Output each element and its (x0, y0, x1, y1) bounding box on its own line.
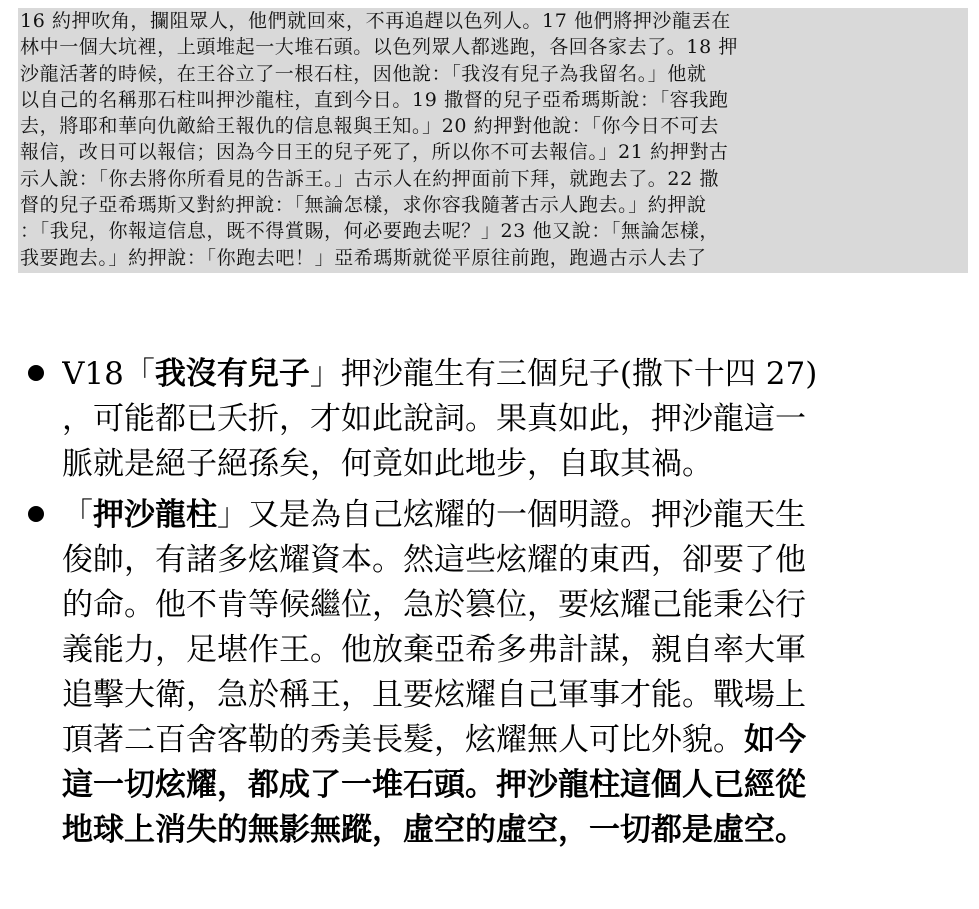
scripture-line: 去，將耶和華向仇敵給王報仇的信息報與王知。」20 約押對他說：「你今日不可去 (20, 115, 720, 138)
emphasis-line: 這一切炫耀，都成了一堆石頭。押沙龍柱這個人已經從 (62, 767, 806, 803)
bullet-icon (28, 365, 44, 381)
highlight-phrase: 押沙龍柱 (93, 497, 217, 533)
scripture-line: 沙龍活著的時候，在王谷立了一根石柱，因他說：「我沒有兒子為我留名。」他就 (20, 62, 707, 85)
note-line (62, 718, 973, 763)
note-line: 俊帥，有諸多炫耀資本。然這些炫耀的東西，卻要了他 (62, 542, 806, 578)
highlight-phrase: 我沒有兒子 (154, 356, 310, 392)
note-line: 的命。他不肯等候繼位，急於篡位，要炫耀己能秉公行 (62, 587, 806, 623)
notes-list (28, 352, 973, 859)
emphasis-line: 地球上消失的無影無蹤，虛空的虛空，一切都是虛空。 (62, 812, 806, 848)
scripture-line: 督的兒子亞希瑪斯又對約押說：「無論怎樣，求你容我隨著古示人跑去。」約押說 (20, 194, 707, 217)
verse-ref: V18「 (62, 356, 155, 392)
scripture-line: 16 約押吹角，攔阻眾人，他們就回來，不再追趕以色列人。17 他們將押沙龍丟在 (20, 10, 731, 32)
scripture-line: 示人說：「你去將你所看見的告訴王。」古示人在約押面前下拜，就跑去了。22 撒 (20, 167, 720, 190)
scripture-line: ：「我兒，你報這信息，既不得賞賜，何必要跑去呢？」23 他又說：「無論怎樣， (20, 220, 720, 243)
note-text: 頂著二百舍客勒的秀美長髮，炫耀無人可比外貌。 (62, 722, 744, 758)
scripture-line: 以自己的名稱那石柱叫押沙龍柱，直到今日。19 撒督的兒子亞希瑪斯說：「容我跑 (20, 88, 729, 111)
note-line: 追擊大衛，急於稱王，且要炫耀自己軍事才能。戰場上 (62, 677, 806, 713)
bullet-icon (28, 506, 44, 522)
note-item-pillar (28, 493, 973, 853)
scripture-passage (18, 8, 968, 273)
quote-mark: 「 (62, 497, 93, 533)
note-text: 」又是為自己炫耀的一個明證。押沙龍天生 (217, 497, 806, 533)
note-line: ，可能都已夭折，才如此說詞。果真如此，押沙龍這一 (62, 401, 806, 437)
scripture-line: 我要跑去。」約押說：「你跑去吧！」亞希瑪斯就從平原往前跑，跑過古示人去了 (20, 246, 707, 269)
note-line (62, 493, 973, 538)
note-item-v18 (28, 352, 973, 487)
note-line (62, 352, 973, 397)
note-line: 脈就是絕子絕孫矣，何竟如此地步，自取其禍。 (62, 446, 713, 482)
note-line: 義能力，足堪作王。他放棄亞希多弗計謀，親自率大軍 (62, 632, 806, 668)
emphasis-text: 如今 (744, 722, 806, 758)
note-text: 」押沙龍生有三個兒子(撒下十四 27) (309, 356, 818, 392)
scripture-line: 報信，改日可以報信；因為今日王的兒子死了，所以你不可去報信。」21 約押對古 (20, 141, 729, 164)
scripture-line: 林中一個大坑裡，上頭堆起一大堆石頭。以色列眾人都逃跑，各回各家去了。18 押 (20, 36, 739, 59)
